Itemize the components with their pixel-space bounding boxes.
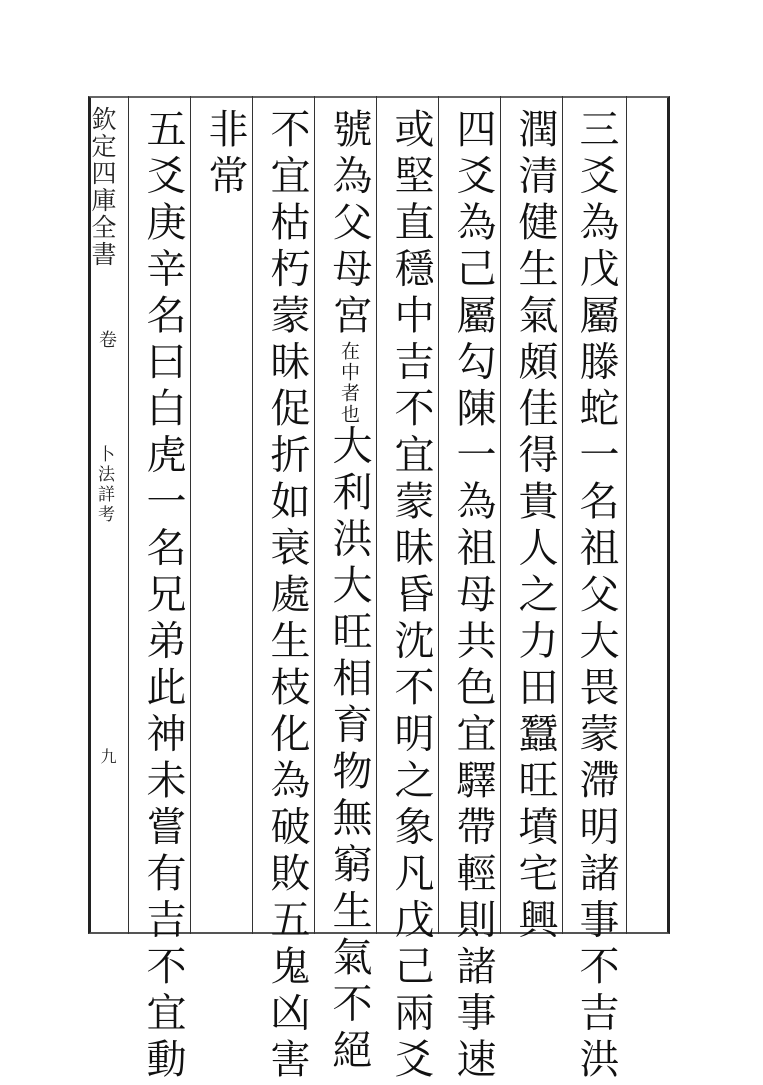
column-rule (438, 96, 439, 934)
text-column-7: 非常 (202, 108, 248, 201)
column-rule (562, 96, 563, 934)
column-rule (190, 96, 191, 934)
column-5-text-after-note: 大利洪大旺相育物無窮生氣不絕 (326, 424, 372, 1076)
column-rule (376, 96, 377, 934)
text-column-6: 不宜枯朽蒙昧促折如衰處生枝化為破敗五鬼凶害 (264, 108, 310, 1085)
column-rule (626, 96, 627, 934)
interlinear-note: 在中者也 (338, 340, 360, 425)
margin-title: 欽定四庫全書 (88, 106, 117, 268)
text-column-8: 五爻庚辛名曰白虎一名兄弟此神未嘗有吉不宜動 (140, 108, 186, 1085)
text-column-5 (326, 108, 372, 1076)
column-rule (128, 96, 129, 934)
column-rule (252, 96, 253, 934)
margin-juan: 卷 (96, 330, 117, 348)
text-column-4: 或堅直穩中吉不宜蒙昧昏沈不明之象凡戊己兩爻 (388, 108, 434, 1085)
column-rule (500, 96, 501, 934)
column-5-text-before-note: 號為父母宮 (326, 108, 372, 341)
margin-folio-number: 九 (98, 748, 117, 764)
text-column-1: 三爻為戊屬滕蛇一名祖父大畏蒙滯明諸事不吉洪 (573, 108, 619, 1085)
text-column-2: 潤清健生氣頗佳得貴人之力田蠶旺墳宅興 (512, 108, 558, 945)
text-column-3: 四爻為己屬勾陳一為祖母共色宜驛帶輕則諸事速 (450, 108, 496, 1085)
column-rule (314, 96, 315, 934)
margin-book-title: 卜法詳考 (94, 445, 114, 525)
